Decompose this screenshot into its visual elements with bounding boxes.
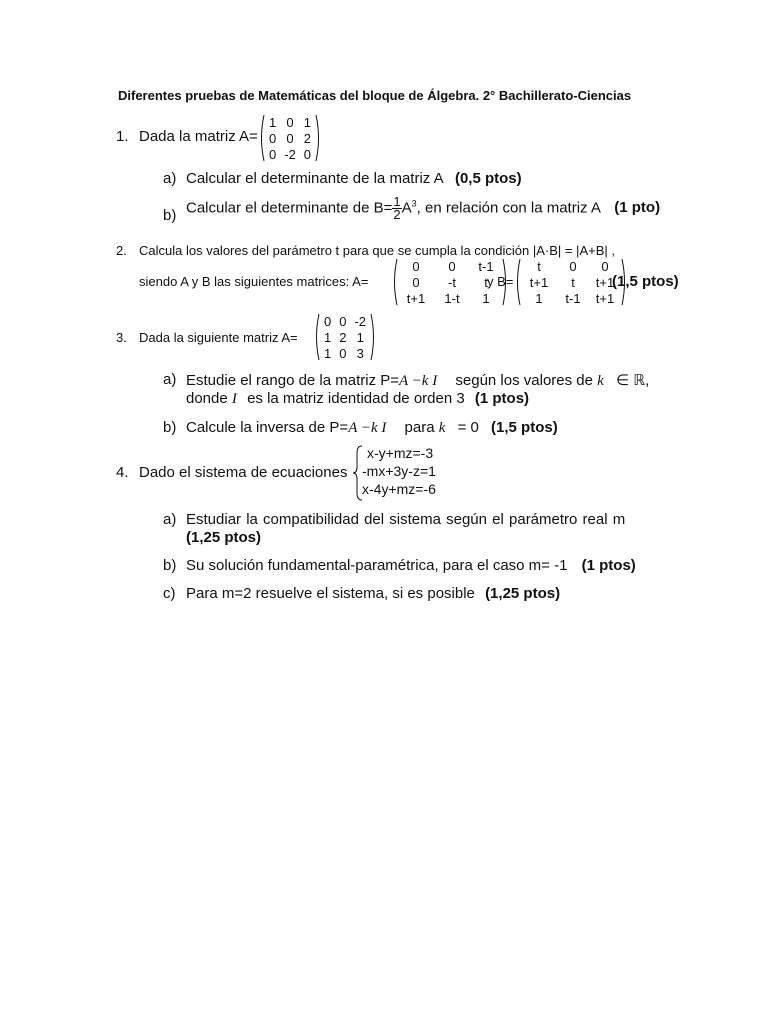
q3a-line2-post: es la matriz identidad de orden 3 [247, 390, 465, 407]
matrix-cell: 0 [412, 258, 420, 274]
matrix-cell: 1 [324, 329, 332, 345]
q3-matrix [313, 313, 377, 365]
q3a-line2-pre: donde [186, 390, 228, 407]
matrix-cell: 1-t [444, 290, 460, 306]
q3b-statement: Calcule la inversa de P= [186, 419, 349, 436]
matrix-cell: 1 [324, 345, 332, 361]
matrix-cell: 0 [269, 130, 277, 146]
q3a-line2 [186, 390, 529, 408]
left-paren [258, 114, 265, 162]
matrix-cell: t+1 [595, 274, 615, 290]
math-set: ∈ ℝ, [616, 372, 650, 389]
exponent: 3 [411, 198, 417, 209]
matrix-cell: 0 [269, 146, 277, 162]
q1a-statement: Calcular el determinante de la matriz A [186, 170, 443, 187]
matrix-cell: t-1 [478, 258, 494, 274]
q1b-points: (1 pto) [614, 199, 661, 217]
matrix-cell: t+1 [529, 274, 549, 290]
q1-matrix [258, 114, 322, 166]
q2-matrix-b-table [521, 258, 621, 306]
math-variable: k [438, 420, 446, 436]
q1-matrix-table [265, 114, 315, 162]
q3-number: 3. [116, 330, 127, 345]
q2-number: 2. [116, 243, 127, 258]
q2-matrix-b [514, 258, 628, 310]
matrix-cell: t [571, 274, 575, 290]
q4a-label: a) [163, 511, 177, 528]
matrix-cell: 0 [448, 258, 456, 274]
q1a-label: a) [163, 170, 177, 187]
matrix-cell: -t [448, 274, 456, 290]
matrix-cell: 0 [286, 114, 294, 130]
matrix-cell: 0 [601, 258, 609, 274]
q1b-statement: Calcular el determinante de B= [186, 199, 393, 217]
fraction-numerator: 1 [393, 194, 401, 209]
equation-1: x-y+mz=-3 [367, 445, 434, 461]
q4-text: Dado el sistema de ecuaciones [139, 464, 348, 481]
q3b-points: (1,5 ptos) [491, 419, 558, 436]
q3b-equals: = 0 [457, 419, 479, 436]
equation-2: -mx+3y-z=1 [362, 463, 436, 479]
q3a-statement: Estudie el rango de la matriz P= [186, 372, 400, 389]
fraction-denominator: 2 [393, 207, 401, 222]
math-expression: A −k I [348, 420, 387, 436]
matrix-cell: t+1 [595, 290, 615, 306]
fraction [392, 196, 401, 221]
matrix-cell: 0 [339, 345, 347, 361]
q1-text: Dada la matriz A= [139, 128, 258, 145]
matrix-cell: t-1 [565, 290, 581, 306]
matrix-cell: 1 [482, 290, 490, 306]
matrix-cell: 0 [286, 130, 294, 146]
equation-system [362, 444, 436, 498]
q3a-statement-mid: según los valores de [455, 372, 593, 389]
matrix-cell: 1 [535, 290, 543, 306]
matrix-cell: 1 [269, 114, 277, 130]
matrix-cell: -2 [284, 146, 296, 162]
matrix-cell: t [537, 258, 541, 274]
math-variable: I [231, 391, 237, 407]
q3a-label: a) [163, 371, 177, 388]
q1b-label: b) [163, 207, 177, 224]
page-title: Diferentes pruebas de Matemáticas del bloque de Álgebra. 2° Bachillerato-Ciencias [118, 88, 632, 103]
q4b-text [186, 557, 636, 574]
matrix-cell: 0 [339, 313, 347, 329]
math-variable: k [597, 373, 604, 389]
matrix-cell: 0 [569, 258, 577, 274]
q4c-text [186, 585, 560, 602]
matrix-cell: 0 [324, 313, 332, 329]
equation-3: x-4y+mz=-6 [362, 481, 436, 497]
q4-number: 4. [116, 464, 129, 481]
q4a-points: (1,25 ptos) [186, 529, 262, 546]
q1a-text [186, 170, 522, 187]
q3a-line1 [186, 371, 649, 390]
q4c-statement: Para m=2 resuelve el sistema, si es posible [186, 585, 475, 602]
q4b-statement: Su solución fundamental-paramétrica, para el caso m= -1 [186, 557, 568, 574]
q3b-statement-mid: para [404, 419, 435, 436]
math-expression: A −k I [399, 373, 438, 389]
matrix-cell: 3 [356, 345, 364, 361]
q3b-label: b) [163, 419, 177, 436]
right-paren [370, 313, 377, 361]
q2-points: (1,5 ptos) [612, 273, 679, 290]
q4a-statement: Estudiar la compatibilidad del sistema según el parámetro real m [186, 511, 626, 528]
q1b-statement-end: , en relación con la matriz A [416, 199, 601, 217]
matrix-cell: t+1 [406, 290, 426, 306]
left-paren [514, 258, 521, 306]
matrix-cell: 1 [356, 329, 364, 345]
q2-mid-text: y B= [487, 274, 514, 289]
matrix-cell: 0 [412, 274, 420, 290]
matrix-cell: 2 [303, 130, 312, 146]
left-paren [391, 258, 398, 306]
q4c-label: c) [163, 585, 176, 602]
right-paren [315, 114, 322, 162]
q3-text: Dada la siguiente matriz A= [139, 330, 298, 345]
q4b-label: b) [163, 557, 177, 574]
matrix-cell: 0 [303, 146, 312, 162]
q3b-text [186, 419, 558, 437]
q3-matrix-table [320, 313, 370, 361]
matrix-cell: -2 [354, 313, 367, 329]
matrix-cell: 2 [339, 329, 347, 345]
q2-line1: Calcula los valores del parámetro t para que se cumpla la condición |A·B| = |A+B| , [139, 243, 615, 258]
q4b-points: (1 ptos) [581, 557, 636, 574]
matrix-cell: t [484, 274, 488, 290]
q1-number: 1. [116, 128, 129, 145]
matrix-cell: 1 [303, 114, 312, 130]
q1a-points: (0,5 ptos) [454, 170, 522, 187]
q1b-text [186, 196, 660, 221]
q4c-points: (1,25 ptos) [485, 585, 561, 602]
q2-line2: siendo A y B las siguientes matrices: A= [139, 274, 369, 289]
matrix-symbol: A [401, 199, 412, 217]
left-paren [313, 313, 320, 361]
q3a-points: (1 ptos) [474, 390, 530, 407]
